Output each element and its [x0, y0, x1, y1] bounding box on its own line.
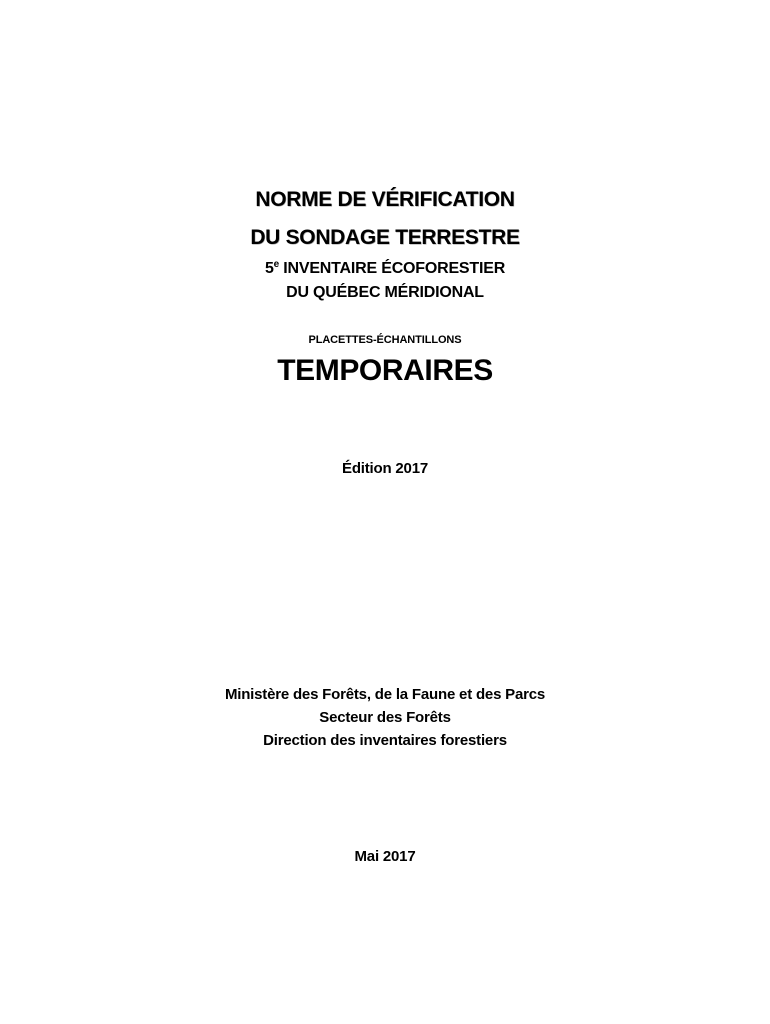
- direction-name: Direction des inventaires forestiers: [263, 732, 507, 749]
- title-line-2: DU SONDAGE TERRESTRE: [250, 226, 520, 249]
- sample-type-title: TEMPORAIRES: [277, 354, 493, 387]
- inventory-line-1: [0, 260, 770, 278]
- publication-date: Mai 2017: [354, 848, 416, 865]
- edition-label: Édition 2017: [342, 460, 428, 477]
- inventory-superscript: e: [273, 259, 280, 270]
- sector-name: Secteur des Forêts: [319, 709, 451, 726]
- title-line-1: NORME DE VÉRIFICATION: [255, 188, 515, 211]
- inventory-line-1-text: INVENTAIRE ÉCOFORESTIER: [279, 260, 506, 277]
- ministry-name: Ministère des Forêts, de la Faune et des Parcs: [224, 686, 546, 703]
- sample-type-label: PLACETTES-ÉCHANTILLONS: [308, 334, 462, 346]
- inventory-number: 5: [264, 260, 274, 277]
- inventory-line-2: DU QUÉBEC MÉRIDIONAL: [286, 284, 484, 301]
